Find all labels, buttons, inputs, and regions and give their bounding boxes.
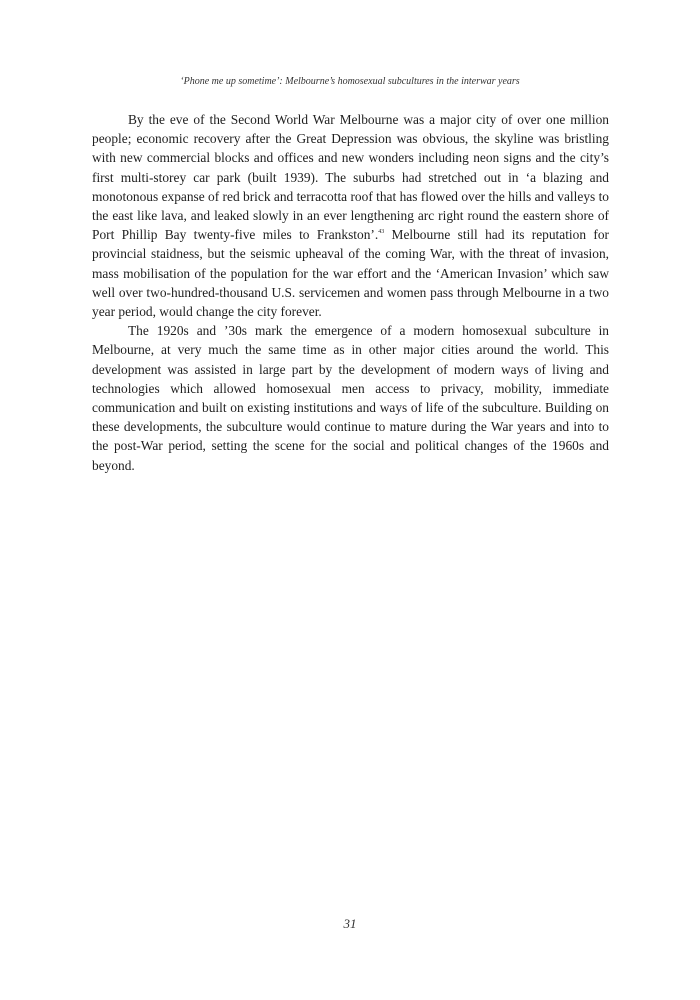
running-header: ‘Phone me up sometime’: Melbourne’s homosexual subcultures in the interwar years bbox=[180, 76, 520, 87]
body-text bbox=[92, 110, 609, 475]
paragraph: The 1920s and ’30s mark the emergence of a modern homosexual subculture in Melbourne, at very much the same time as in other major cities around the world. This development was assisted in large part by the development of modern ways of living and technologies which allowed homosexual men access to privacy, mobility, immediate communication and built on existing institutions and ways of life of the subculture. Building on these developments, the subculture would continue to mature during the War years and into to the post-War period, setting the scene for the social and political changes of the 1960s and beyond. bbox=[92, 323, 609, 473]
paragraph bbox=[92, 110, 609, 321]
paragraph-text: By the eve of the Second World War Melbourne was a major city of over one million people; economic recovery after the Great Depression was obvious, the skyline was bristling with new commercial blocks and offices and new wonders including neon signs and the city’s first multi-storey car park (built 1939). The suburbs had stretched out in ‘a blazing and monotonous expanse of red brick and terracotta roof that has flowed over the hills and valleys to the east like lava, and leaked slowly in an ever lengthening arc right round the eastern shore of Port Phillip Bay twenty-five miles to Frankston’. bbox=[92, 112, 609, 243]
page-number: 31 bbox=[343, 916, 357, 931]
paragraph-text-continued: Melbourne still had its reputation for provincial staidness, but the seismic upheaval of the coming War, with the threat of invasion, mass mobilisation of the population for the war effort and the ‘American Invasion’ which saw well over two-hundred-thousand U.S. servicemen and women pass through Melbourne in a two year period, would change the city forever. bbox=[92, 227, 609, 320]
footnote-reference[interactable]: 43 bbox=[378, 229, 385, 236]
